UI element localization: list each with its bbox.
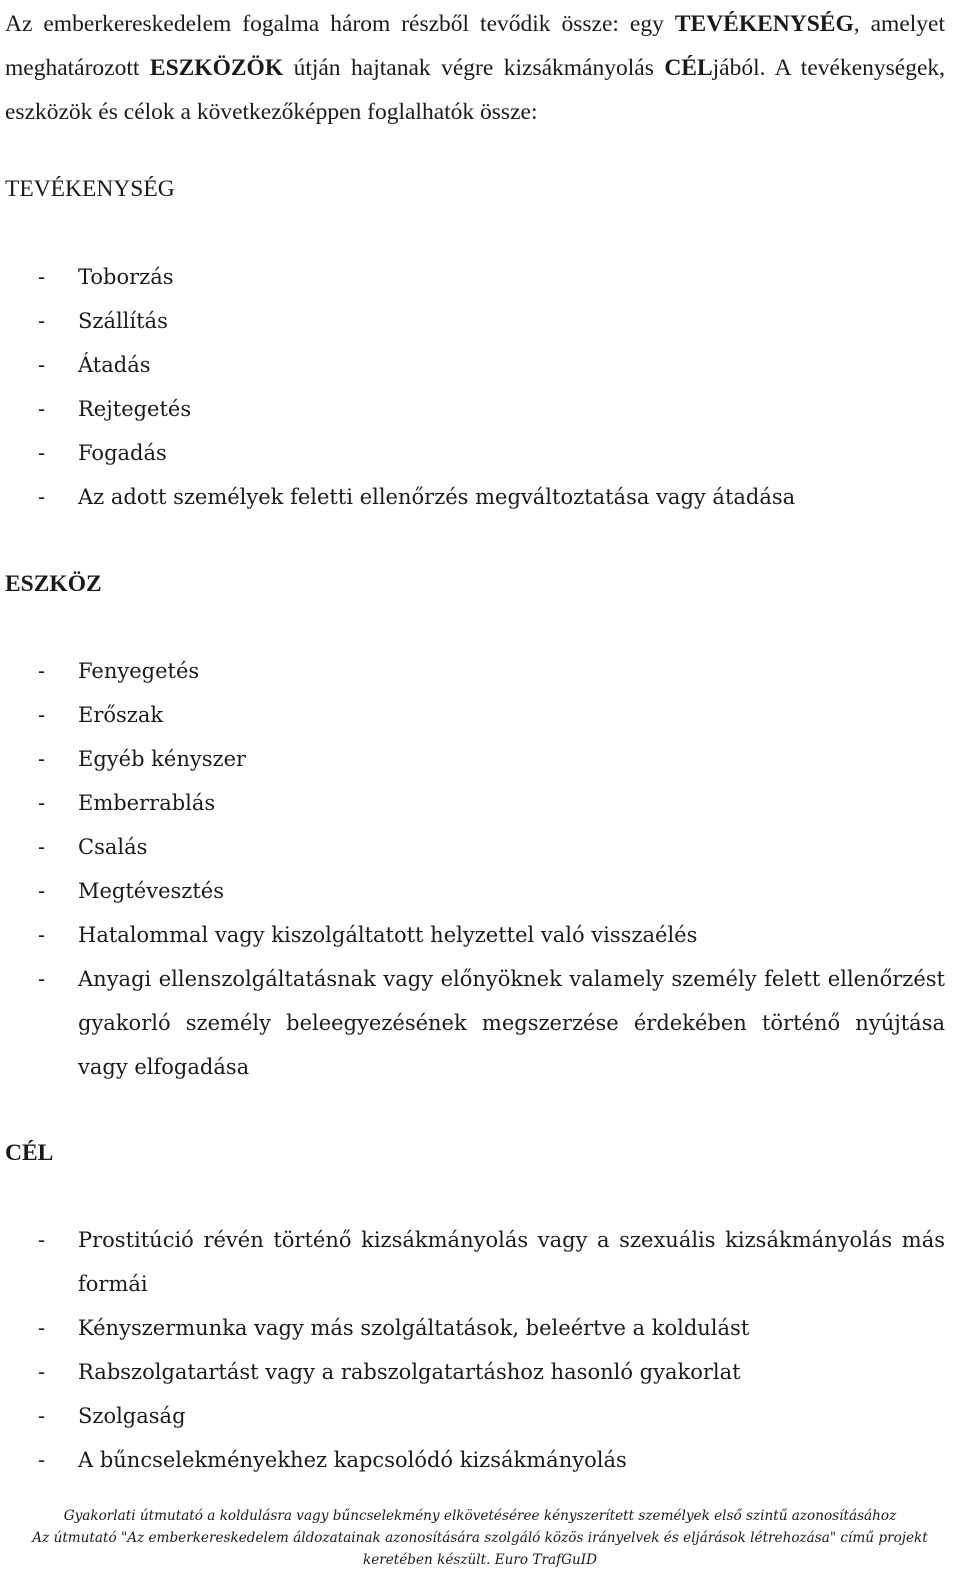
list-item-text: Anyagi ellenszolgáltatásnak vagy előnyöknek valamely személy felett ellenőrzést gyakorló személy beleegyezésének megszerzése érdekében történő nyújtása vagy elfogadása <box>78 967 945 1079</box>
list-item <box>5 255 945 299</box>
list-item <box>5 1438 945 1482</box>
dash-bullet: - <box>38 659 46 683</box>
list-purpose <box>5 1218 945 1482</box>
intro-text-2: , amelyet meghatározott <box>5 11 945 81</box>
list-item <box>5 1218 945 1306</box>
list-item <box>5 1350 945 1394</box>
dash-bullet: - <box>38 835 46 859</box>
dash-bullet: - <box>38 485 46 509</box>
list-item-text: Megtévesztés <box>78 879 225 903</box>
list-item-text: Fenyegetés <box>78 659 200 683</box>
list-item-text: Szolgaság <box>78 1404 186 1428</box>
list-item-text: Rabszolgatartást vagy a rabszolgatartáshoz hasonló gyakorlat <box>78 1360 741 1384</box>
list-item-text: Rejtegetés <box>78 397 192 421</box>
list-item-text: Emberrablás <box>78 791 216 815</box>
list-item <box>5 1394 945 1438</box>
heading-activity: TEVÉKENYSÉG <box>5 176 175 202</box>
dash-bullet: - <box>38 1316 46 1340</box>
list-item-text: Fogadás <box>78 441 167 465</box>
term-purpose: CÉL <box>664 55 713 81</box>
list-item <box>5 737 945 781</box>
intro-text-3: útján hajtanak végre kizsákmányolás <box>283 55 665 81</box>
list-means <box>5 649 945 1089</box>
term-means: ESZKÖZÖK <box>149 55 284 81</box>
dash-bullet: - <box>38 1228 46 1252</box>
list-item <box>5 343 945 387</box>
dash-bullet: - <box>38 265 46 289</box>
list-item-text: Szállítás <box>78 309 168 333</box>
list-activity <box>5 255 945 519</box>
dash-bullet: - <box>38 967 46 991</box>
dash-bullet: - <box>38 703 46 727</box>
list-item <box>5 869 945 913</box>
list-item-text: Az adott személyek feletti ellenőrzés megváltoztatása vagy átadása <box>78 485 796 509</box>
list-item <box>5 431 945 475</box>
intro-text-1: Az emberkereskedelem fogalma három részből tevődik össze: egy <box>5 11 675 37</box>
list-item-text: Prostitúció révén történő kizsákmányolás vagy a szexuális kizsákmányolás más formái <box>78 1228 945 1296</box>
dash-bullet: - <box>38 397 46 421</box>
list-item <box>5 387 945 431</box>
heading-purpose: CÉL <box>5 1140 54 1166</box>
heading-means: ESZKÖZ <box>5 571 102 597</box>
list-item <box>5 475 945 519</box>
dash-bullet: - <box>38 791 46 815</box>
list-item <box>5 693 945 737</box>
dash-bullet: - <box>38 309 46 333</box>
footer-line-3: keretében készült. Euro TrafGuID <box>362 1552 598 1568</box>
list-item-text: Toborzás <box>78 265 174 289</box>
dash-bullet: - <box>38 441 46 465</box>
footer-line-2: Az útmutató "Az emberkereskedelem áldozatainak azonosítására szolgáló közös irányelvek és eljárások létrehozása" című projekt <box>32 1530 928 1546</box>
list-item-text: A bűncselekményekhez kapcsolódó kizsákmányolás <box>78 1448 627 1472</box>
list-item <box>5 913 945 957</box>
list-item-text: Hatalommal vagy kiszolgáltatott helyzettel való visszaélés <box>78 923 698 947</box>
list-item <box>5 299 945 343</box>
list-item-text: Egyéb kényszer <box>78 747 247 771</box>
dash-bullet: - <box>38 923 46 947</box>
page-footer <box>5 1505 955 1571</box>
list-item-text: Kényszermunka vagy más szolgáltatások, beleértve a koldulást <box>78 1316 750 1340</box>
term-activity: TEVÉKENYSÉG <box>674 11 854 37</box>
list-item <box>5 1306 945 1350</box>
list-item <box>5 781 945 825</box>
list-item <box>5 957 945 1089</box>
intro-text-4: jából. A tevékenységek, eszközök és célok a következőképpen foglalhatók össze: <box>5 55 946 125</box>
dash-bullet: - <box>38 1360 46 1384</box>
list-item <box>5 825 945 869</box>
dash-bullet: - <box>38 1448 46 1472</box>
list-item-text: Átadás <box>78 353 151 377</box>
list-item-text: Erőszak <box>78 703 164 727</box>
dash-bullet: - <box>38 1404 46 1428</box>
footer-line-1: Gyakorlati útmutató a koldulásra vagy bűncselekmény elkövetéséree kényszerített személyek első szintű azonosításához <box>63 1508 897 1524</box>
dash-bullet: - <box>38 879 46 903</box>
intro-paragraph <box>5 2 945 134</box>
list-item <box>5 649 945 693</box>
dash-bullet: - <box>38 353 46 377</box>
dash-bullet: - <box>38 747 46 771</box>
list-item-text: Csalás <box>78 835 148 859</box>
